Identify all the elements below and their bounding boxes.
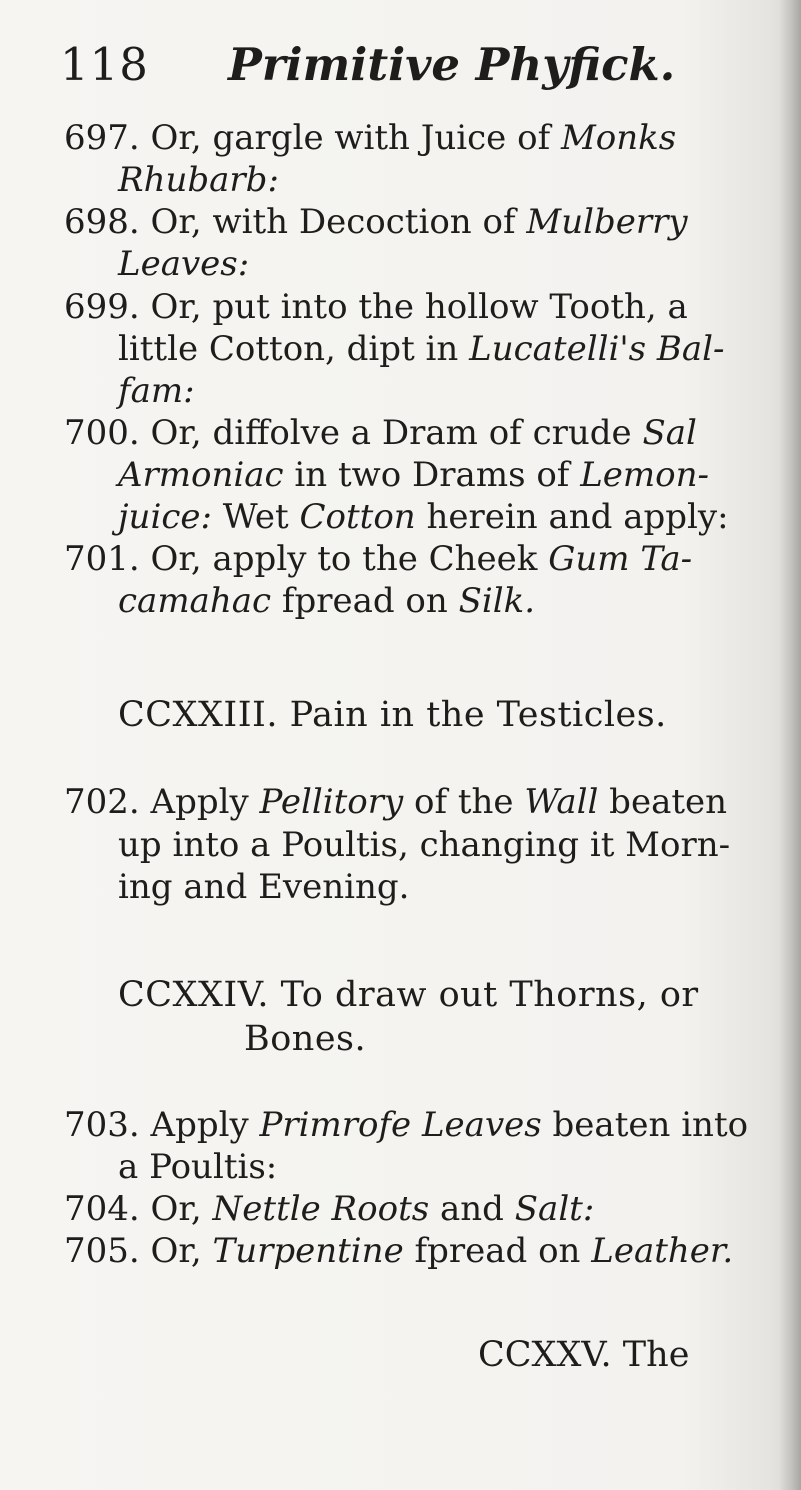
text-line: Armoniac in two Drams of Lemon- (118, 455, 709, 495)
page-edge-shadow (779, 0, 801, 1490)
entry-number: 703. (64, 1105, 140, 1145)
text-line: Rhubarb: (118, 160, 279, 200)
text-line: 700. Or, diffolve a Dram of crude Sal (64, 413, 697, 453)
catchword: CCXXV. The (478, 1335, 690, 1375)
text-line: 698. Or, with Decoction of Mulberry (64, 202, 688, 242)
text-line: 701. Or, apply to the Cheek Gum Ta- (64, 539, 693, 579)
text-line: 704. Or, Nettle Roots and Salt: (64, 1189, 595, 1229)
text-line: camahac fpread on Silk. (118, 581, 536, 621)
entry-number: 704. (64, 1189, 140, 1229)
entry-number: 698. (64, 202, 140, 242)
text-line: up into a Poultis, changing it Morn- (118, 825, 731, 865)
text-line: 703. Apply Primrofe Leaves beaten into (64, 1105, 749, 1145)
entry-number: 697. (64, 118, 140, 158)
text-line: fam: (118, 371, 195, 411)
entry-number: 701. (64, 539, 140, 579)
running-title: Primitive Phyfick. (228, 38, 676, 91)
text-line: 705. Or, Turpentine fpread on Leather. (64, 1231, 734, 1271)
text-line: a Poultis: (118, 1147, 278, 1187)
section-heading: CCXXIV. To draw out Thorns, or (118, 975, 699, 1015)
page-number: 118 (60, 38, 149, 91)
entry-number: 702. (64, 782, 140, 822)
entry-number: 705. (64, 1231, 140, 1271)
section-numeral: CCXXIII. (118, 695, 278, 735)
running-header (60, 38, 760, 98)
entry-number: 699. (64, 287, 140, 327)
text-line: 702. Apply Pellitory of the Wall beaten (64, 782, 728, 822)
text-line: 699. Or, put into the hollow Tooth, a (64, 287, 688, 327)
entry-number: 700. (64, 413, 140, 453)
section-heading-cont: Bones. (244, 1019, 367, 1059)
section-heading: CCXXIII. Pain in the Testicles. (118, 695, 667, 735)
text-line: ing and Evening. (118, 867, 410, 907)
text-line: little Cotton, dipt in Lucatelli's Bal- (118, 329, 725, 369)
text-line: juice: Wet Cotton herein and apply: (118, 497, 729, 537)
text-line: 697. Or, gargle with Juice of Monks (64, 118, 677, 158)
text-line: Leaves: (118, 244, 250, 284)
section-numeral: CCXXIV. (118, 975, 270, 1015)
